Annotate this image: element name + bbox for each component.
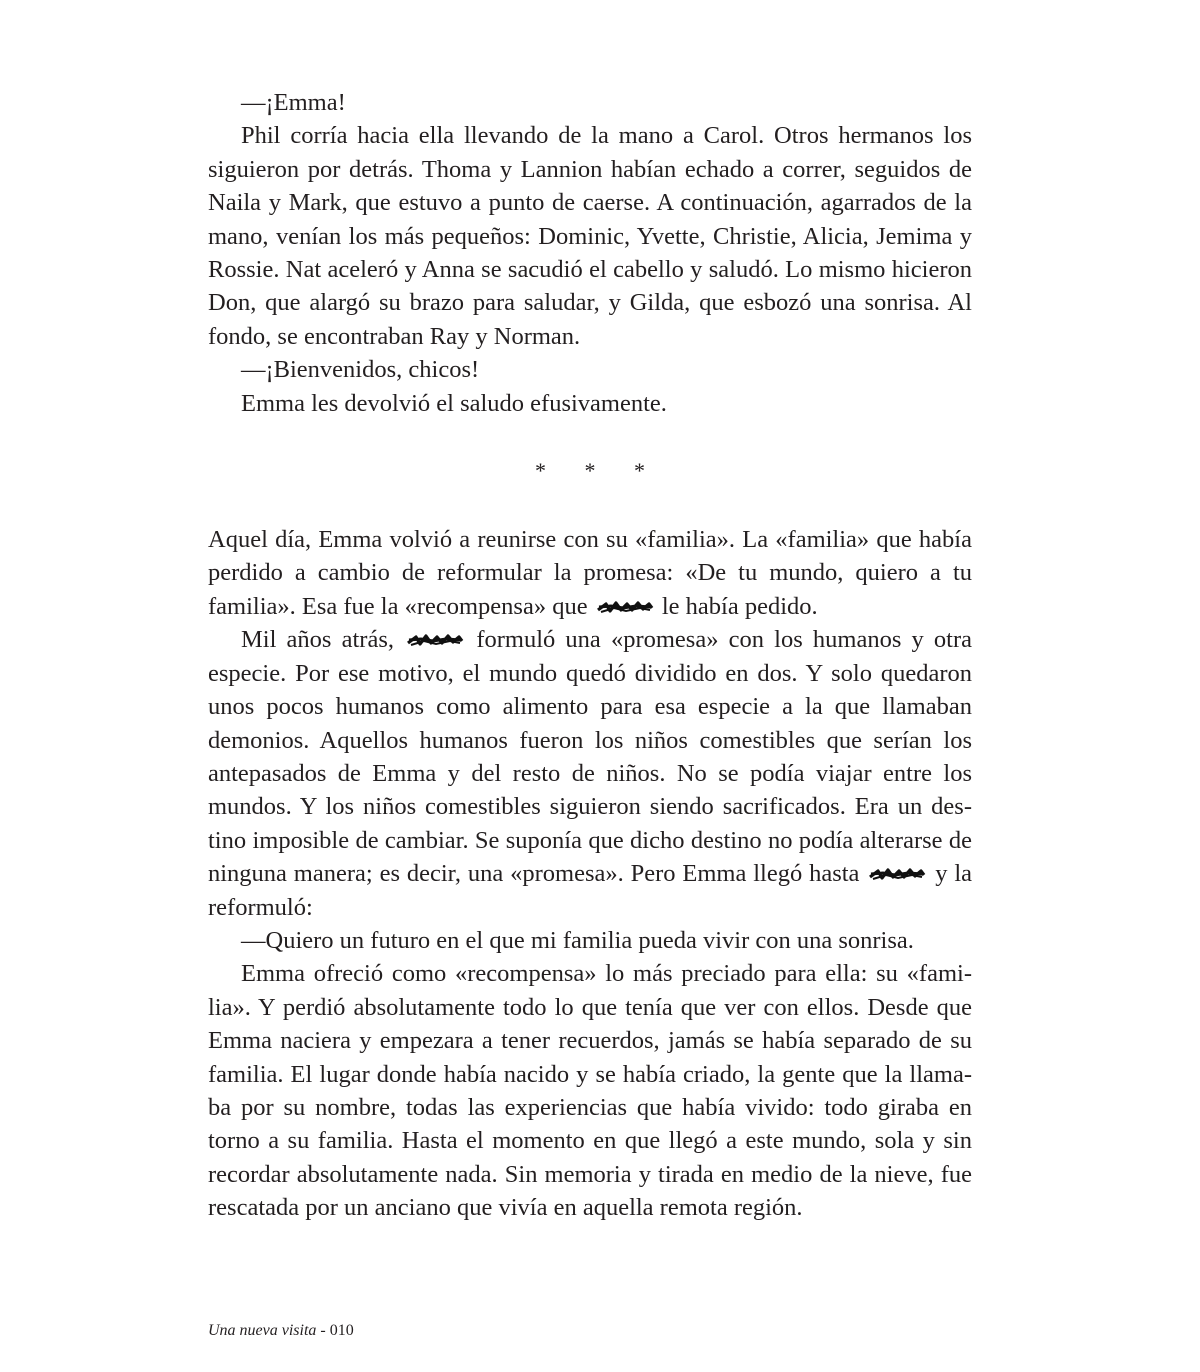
footer-page-number: 010 (329, 1322, 354, 1339)
paragraph-emma-offering: Emma ofreció como «recompensa» lo más preciado para ella: su «familia». Y perdió absolutamente todo lo que tenía que ver con ellos. Desde que Emma naciera y empezara a tener recuerdos, jamás se había separado de su familia. El lugar donde había nacido y se había criado, la gente que la llamaba por su nombre, todas las experiencias que había vivido: todo giraba en torno a su familia. Hasta el momento en que llegó a este mundo, sola y sin recordar absolutamente nada. Sin memoria y tirada en medio de la nieve, fue rescatada por un anciano que vivía en aquella remota región. (208, 960, 972, 1222)
redacted-name-scribble (868, 865, 926, 883)
paragraph-siblings-running: Phil corría hacia ella llevando de la mano a Carol. Otros hermanos los siguieron por detrás. Thoma y Lannion habían echado a correr, seguidos de Naila y Mark, que estuvo a punto de caerse. A continuación, agarrados de la mano, venían los más pequeños: Dominic, Yvette, Christie, Alicia, Jemima y Rossie. Nat aceleró y Anna se sacudió el cabello y saludó. Lo mismo hicieron Don, que alargó su brazo para saludar, y Gilda, que esbozó una sonrisa. Al fondo, se encontraban Ray y Norman. (208, 122, 972, 350)
paragraph-dialogue-future: —Quiero un futuro en el que mi familia pueda vivir con una sonrisa. (241, 926, 914, 954)
redacted-name-scribble (406, 631, 464, 649)
footer-separator: - (316, 1322, 330, 1339)
page-footer (208, 1322, 354, 1340)
scene-break (208, 451, 972, 491)
paragraph-thousand-years-start: Mil años atrás, (241, 626, 394, 654)
redacted-name-scribble (596, 598, 654, 616)
footer-chapter-title: Una nueva visita (208, 1322, 317, 1339)
paragraph-dialogue-emma: —¡Emma! (241, 89, 346, 116)
scene-break-asterisk: * (535, 458, 546, 484)
paragraph-family-reunion-text: Aquel día, Emma volvió a reunirse con su «familia». La «familia» que había perdido a cambio de reformular la promesa: «De tu mundo, quiero a tu familia». Esa fue la «recompensa» que (208, 526, 972, 620)
scene-break-asterisk: * (634, 458, 645, 484)
paragraph-emma-returns-greeting: Emma les devolvió el saludo efusivamente. (241, 389, 667, 417)
paragraph-dialogue-welcome: —¡Bienvenidos, chicos! (241, 356, 480, 384)
page-body (208, 86, 972, 1225)
scene-break-asterisk: * (584, 458, 596, 484)
paragraph-thousand-years (208, 623, 972, 924)
paragraph-family-reunion (208, 523, 972, 623)
paragraph-family-reunion-end: le había pedido. (661, 592, 818, 620)
paragraph-thousand-years-end: y la reformuló: (208, 860, 973, 921)
paragraph-thousand-years-body: formuló una «promesa» con los humanos y otra especie. Por ese motivo, el mundo quedó dividido en dos. Y solo quedaron unos pocos humanos como alimento para esa especie a la que llamaban demonios. Aquellos humanos fueron los niños comestibles que serían los antepasados de Emma y del resto de niños. No se podía viajar entre los mundos. Y los niños comestibles siguieron siendo sacrificados. Era un destino imposible de cambiar. Se suponía que dicho destino no podía alterarse de ninguna manera; es decir, una «promesa». Pero Emma llegó hasta (208, 626, 973, 888)
